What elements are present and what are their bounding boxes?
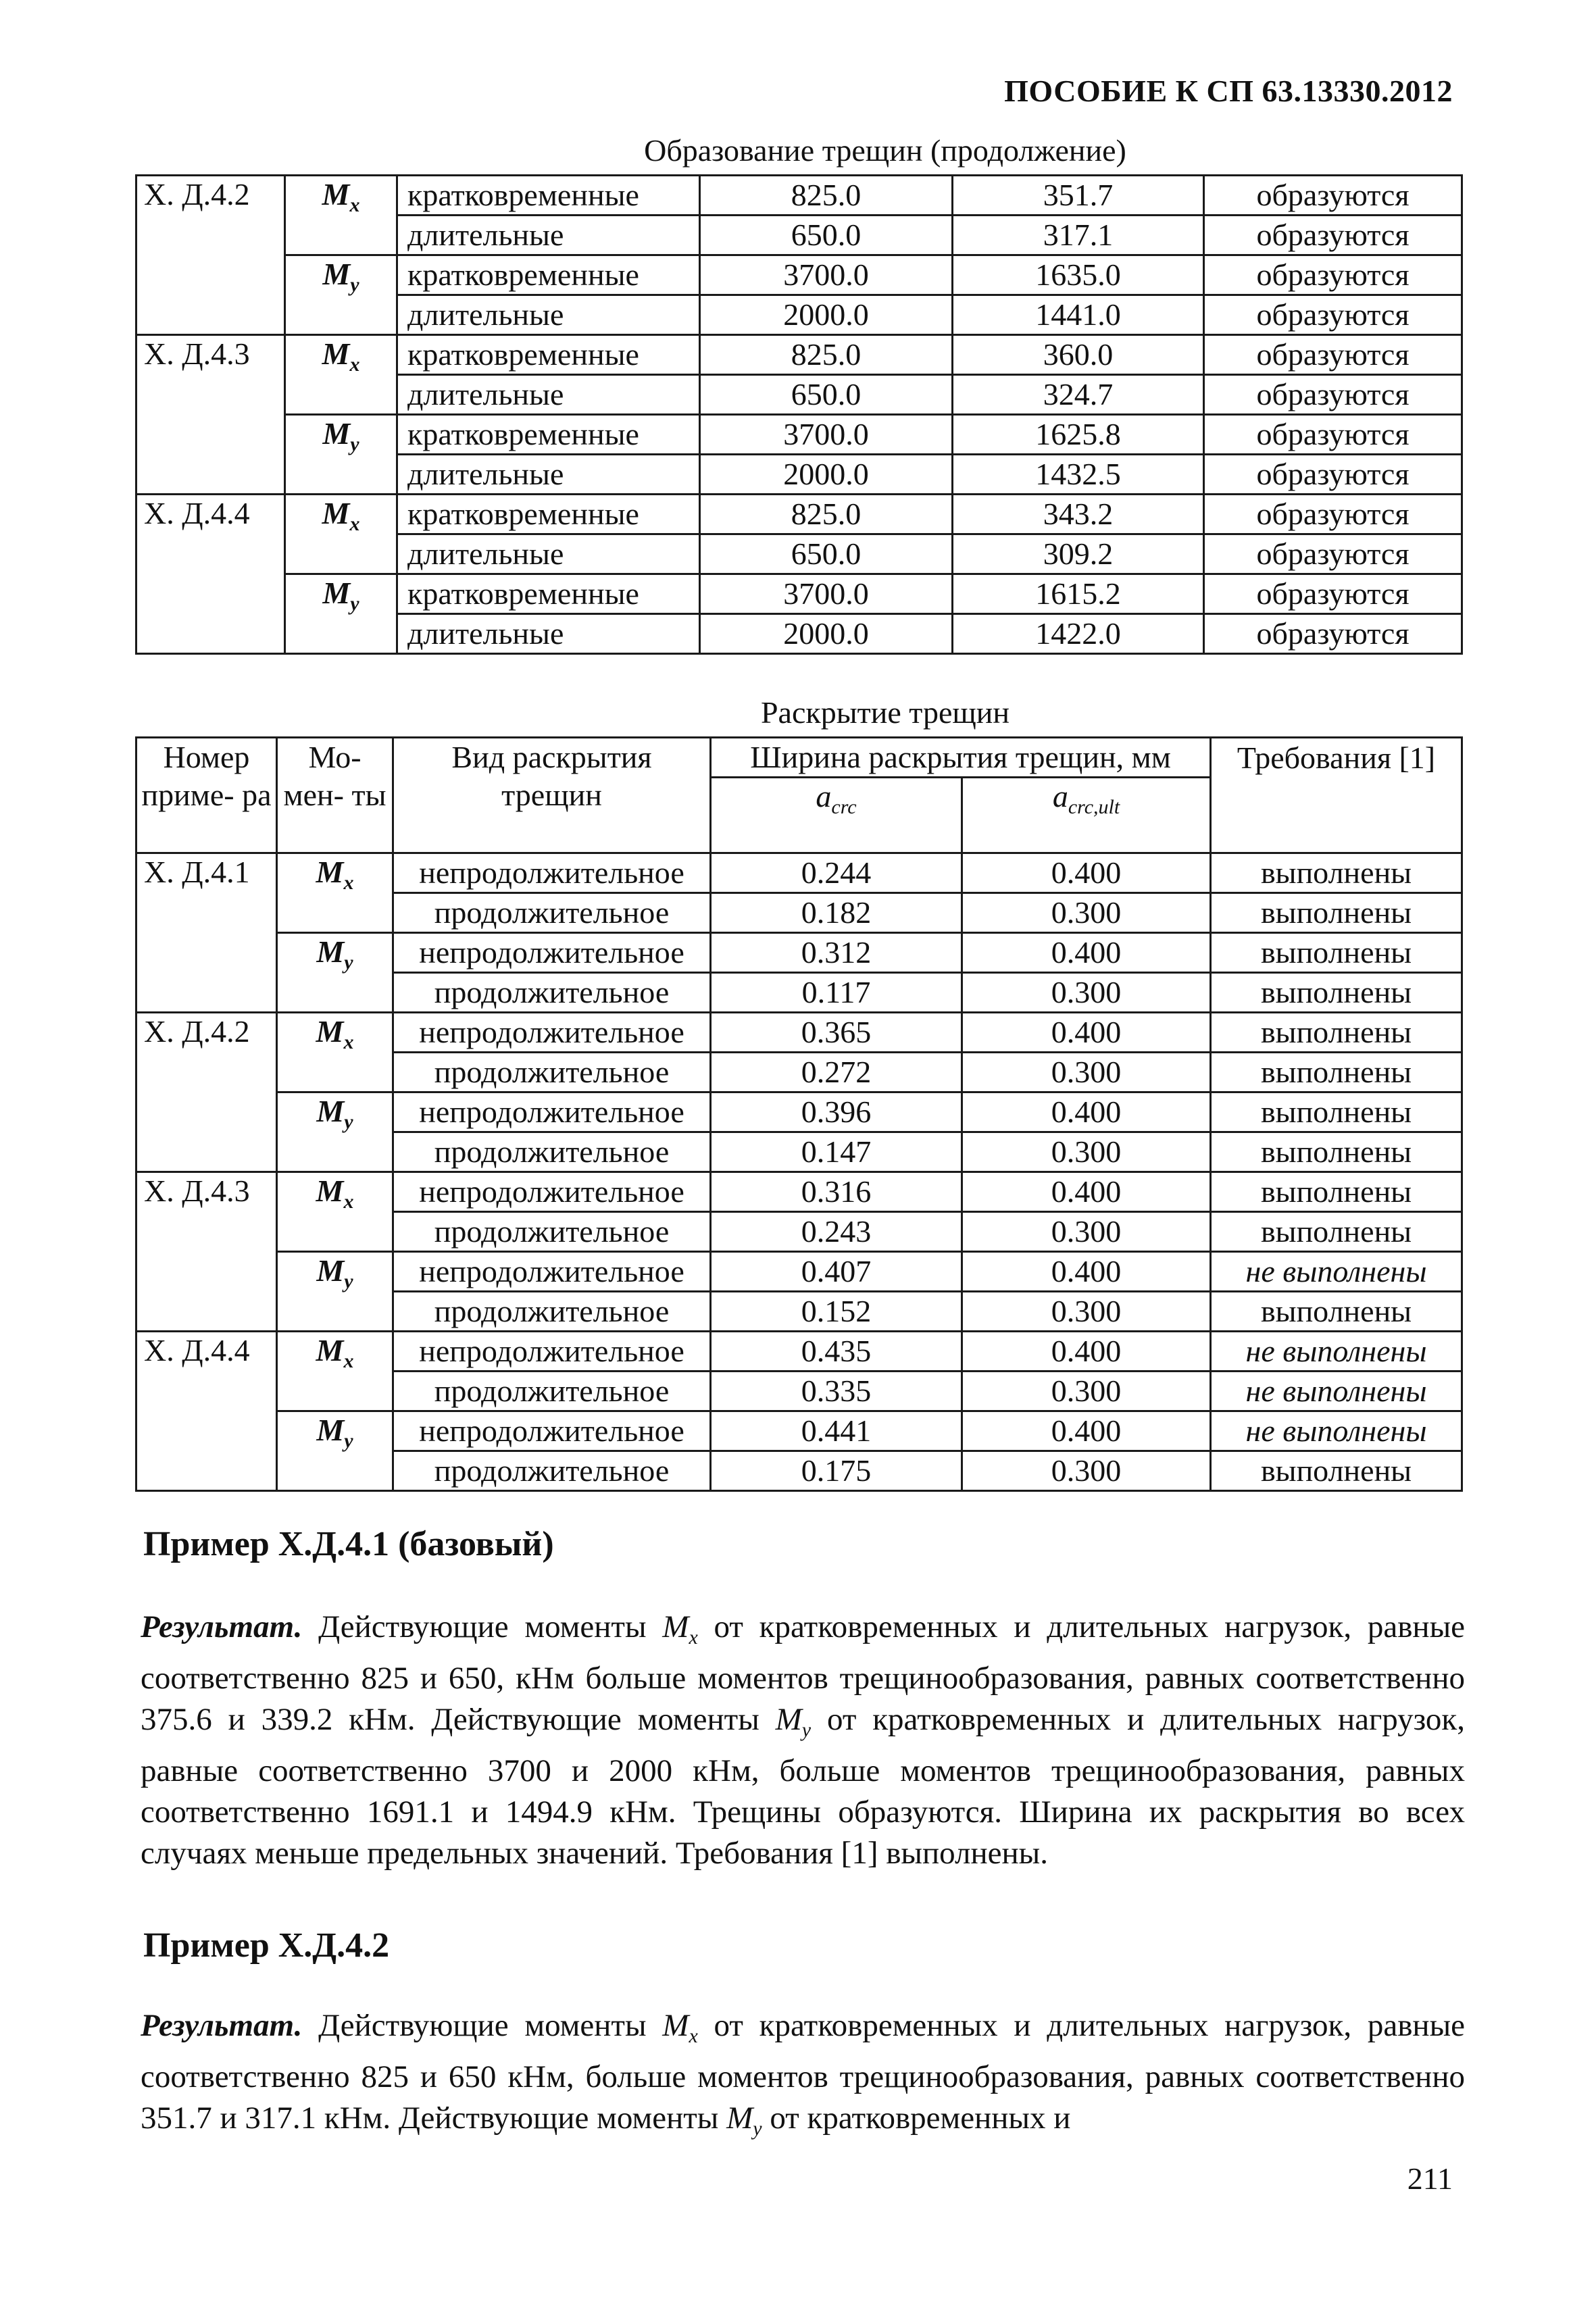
moment-cell (277, 1013, 393, 1092)
requirements-result-cell: выполнены (1211, 1212, 1462, 1252)
moment-cell (277, 1092, 393, 1172)
cracking-moment-cell: 1422.0 (953, 614, 1204, 654)
requirements-result-cell: не выполнены (1211, 1411, 1462, 1451)
moment-subscript: y (753, 2117, 762, 2140)
table-row (136, 495, 1462, 534)
result-paragraph-example-4-2 (141, 2005, 1465, 2149)
cracking-moment-cell: 360.0 (953, 335, 1204, 375)
cracking-moment-cell: 1625.8 (953, 415, 1204, 455)
moment-symbol: M (322, 177, 350, 211)
acrc-cell: 0.272 (711, 1053, 962, 1092)
acting-moment-cell: 825.0 (700, 495, 953, 534)
crack-type-cell: непродолжительное (393, 933, 711, 973)
acrc-cell: 0.182 (711, 893, 962, 933)
crack-type-cell: продолжительное (393, 1451, 711, 1491)
moment-subscript: x (343, 1350, 354, 1372)
table-row (136, 1092, 1462, 1132)
requirements-result-cell: не выполнены (1211, 1332, 1462, 1372)
acrc-cell: 0.407 (711, 1252, 962, 1292)
cracking-moment-cell: 1441.0 (953, 295, 1204, 335)
acting-moment-cell: 3700.0 (700, 255, 953, 295)
acrc-cell: 0.441 (711, 1411, 962, 1451)
moment-symbol: M (316, 1014, 344, 1049)
moment-subscript: y (344, 951, 353, 974)
crack-type-cell: непродолжительное (393, 1092, 711, 1132)
acrc-ult-cell: 0.300 (962, 1372, 1211, 1411)
paragraph-text: Действующие моменты (302, 2008, 663, 2043)
crack-type-cell: продолжительное (393, 973, 711, 1013)
requirements-result-cell: выполнены (1211, 853, 1462, 893)
acting-moment-cell: 2000.0 (700, 455, 953, 495)
formation-result-cell: образуются (1204, 255, 1462, 295)
acrc-cell: 0.335 (711, 1372, 962, 1411)
load-type-cell: кратковременные (397, 335, 700, 375)
acting-moment-cell: 2000.0 (700, 614, 953, 654)
section-title-example-4-1: Пример Х.Д.4.1 (базовый) (143, 1525, 554, 1563)
crack-type-cell: непродолжительное (393, 1252, 711, 1292)
table-row (136, 1411, 1462, 1451)
crack-type-cell: непродолжительное (393, 1411, 711, 1451)
paragraph-text: от кратковременных и (762, 2101, 1071, 2136)
moment-cell (285, 495, 397, 574)
acrc-ult-cell: 0.300 (962, 1451, 1211, 1491)
inline-moment (775, 1702, 812, 1741)
table-row (136, 415, 1462, 455)
acrc-ult-cell: 0.400 (962, 853, 1211, 893)
requirements-result-cell: выполнены (1211, 1172, 1462, 1212)
moment-subscript: x (349, 194, 360, 216)
table-row (136, 933, 1462, 973)
acrc-cell: 0.312 (711, 933, 962, 973)
requirements-result-cell: выполнены (1211, 1132, 1462, 1172)
requirements-result-cell: выполнены (1211, 1053, 1462, 1092)
requirements-result-cell: не выполнены (1211, 1252, 1462, 1292)
acrc-ult-cell: 0.300 (962, 973, 1211, 1013)
acrc-ult-cell: 0.300 (962, 1132, 1211, 1172)
acting-moment-cell: 825.0 (700, 176, 953, 216)
moment-symbol: M (316, 934, 345, 969)
moment-subscript: y (350, 593, 359, 615)
moment-cell (277, 1172, 393, 1252)
acrc-ult-cell: 0.400 (962, 1332, 1211, 1372)
cracking-moment-cell: 309.2 (953, 534, 1204, 574)
acrc-cell: 0.175 (711, 1451, 962, 1491)
inline-moment (726, 2101, 762, 2140)
crack-type-cell: непродолжительное (393, 1332, 711, 1372)
moment-symbol: M (316, 1333, 344, 1367)
page-number: 211 (1407, 2161, 1453, 2196)
moment-symbol: M (316, 1094, 345, 1128)
table-row (136, 1172, 1462, 1212)
requirements-result-cell: выполнены (1211, 1292, 1462, 1332)
table-row (136, 1252, 1462, 1292)
cracking-moment-cell: 343.2 (953, 495, 1204, 534)
acrc-cell: 0.244 (711, 853, 962, 893)
moment-subscript: x (349, 353, 360, 376)
table1-caption: Образование трещин (продолжение) (644, 133, 1126, 168)
moment-subscript: x (343, 872, 354, 894)
acrc-cell: 0.316 (711, 1172, 962, 1212)
header-requirements: Требования [1] (1211, 738, 1462, 853)
moment-cell (277, 1252, 393, 1332)
crack-type-cell: продолжительное (393, 1053, 711, 1092)
acrc-ult-cell: 0.300 (962, 1292, 1211, 1332)
moment-cell (277, 1411, 393, 1491)
acrc-ult-cell: 0.400 (962, 1172, 1211, 1212)
example-number-cell: Х. Д.4.3 (136, 335, 285, 495)
requirements-result-cell: не выполнены (1211, 1372, 1462, 1411)
acrc-cell: 0.243 (711, 1212, 962, 1252)
moment-symbol: M (316, 1174, 344, 1208)
acrc-ult-cell: 0.300 (962, 893, 1211, 933)
acrc-ult-cell: 0.400 (962, 1013, 1211, 1053)
header-crack-type: Вид раскрытия трещин (393, 738, 711, 853)
cracking-moment-cell: 351.7 (953, 176, 1204, 216)
moment-symbol: M (316, 1413, 345, 1447)
acting-moment-cell: 650.0 (700, 375, 953, 415)
load-type-cell: длительные (397, 614, 700, 654)
moment-subscript: x (349, 513, 360, 535)
formation-result-cell: образуются (1204, 335, 1462, 375)
acting-moment-cell: 2000.0 (700, 295, 953, 335)
acting-moment-cell: 650.0 (700, 534, 953, 574)
acrc-cell: 0.365 (711, 1013, 962, 1053)
example-number-cell: Х. Д.4.4 (136, 1332, 277, 1491)
acrc-ult-cell: 0.400 (962, 1411, 1211, 1451)
cracking-moment-cell: 324.7 (953, 375, 1204, 415)
crack-type-cell: непродолжительное (393, 1013, 711, 1053)
acrc-cell: 0.435 (711, 1332, 962, 1372)
table-row (136, 335, 1462, 375)
crack-formation-table (135, 174, 1463, 655)
moment-subscript: x (343, 1190, 354, 1213)
moment-cell (277, 853, 393, 933)
example-number-cell: Х. Д.4.1 (136, 853, 277, 1013)
header-crack-width: Ширина раскрытия трещин, мм (711, 738, 1211, 778)
acrc-cell: 0.152 (711, 1292, 962, 1332)
example-number-cell: Х. Д.4.4 (136, 495, 285, 654)
header-acrc: $a_{crc}$ (711, 778, 962, 853)
moment-symbol: M (726, 2101, 753, 2136)
paragraph-text: от кратковременных и длительных нагрузок, равные соответственно 825 и 650 кНм, больше моментов трещинообразования, равных соответственно 351.7 и 317.1 кНм. Действующие моменты (141, 2008, 1466, 2136)
acrc-ult-cell: 0.400 (962, 933, 1211, 973)
load-type-cell: кратковременные (397, 574, 700, 614)
table-row (136, 1332, 1462, 1372)
crack-type-cell: продолжительное (393, 1292, 711, 1332)
paragraph-text: от кратковременных и длительных нагрузок, равные соответственно 3700 и 2000 кНм, больше моментов трещинообразования, равных соответственно 1691.1 и 1494.9 кНм. Трещины образуются. Ширина их раскрытия во всех случаях меньше предельных значений. Требования [1] выполнены. (141, 1702, 1465, 1871)
moment-subscript: y (344, 1270, 353, 1292)
requirements-result-cell: выполнены (1211, 1013, 1462, 1053)
acrc-ult-cell: 0.300 (962, 1053, 1211, 1092)
load-type-cell: длительные (397, 455, 700, 495)
crack-type-cell: продолжительное (393, 893, 711, 933)
moment-symbol: M (322, 257, 351, 291)
moment-symbol: M (662, 1609, 689, 1644)
formation-result-cell: образуются (1204, 375, 1462, 415)
moment-subscript: y (344, 1111, 353, 1133)
crack-type-cell: продолжительное (393, 1212, 711, 1252)
header-moments: Мо- мен- ты (277, 738, 393, 853)
requirements-result-cell: выполнены (1211, 893, 1462, 933)
load-type-cell: кратковременные (397, 415, 700, 455)
moment-cell (285, 255, 397, 335)
acrc-ult-cell: 0.400 (962, 1252, 1211, 1292)
table2-header-row-1 (136, 738, 1462, 778)
acting-moment-cell: 3700.0 (700, 415, 953, 455)
load-type-cell: кратковременные (397, 255, 700, 295)
moment-symbol: M (662, 2008, 689, 2043)
page-header: ПОСОБИЕ К СП 63.13330.2012 (1004, 74, 1453, 108)
moment-subscript: x (343, 1031, 354, 1053)
load-type-cell: длительные (397, 295, 700, 335)
moment-subscript: y (350, 433, 359, 455)
moment-subscript: x (689, 1626, 698, 1649)
load-type-cell: кратковременные (397, 176, 700, 216)
formation-result-cell: образуются (1204, 295, 1462, 335)
crack-type-cell: продолжительное (393, 1372, 711, 1411)
formation-result-cell: образуются (1204, 534, 1462, 574)
moment-cell (277, 933, 393, 1013)
table-row (136, 574, 1462, 614)
moment-symbol: M (322, 496, 350, 530)
load-type-cell: длительные (397, 534, 700, 574)
requirements-result-cell: выполнены (1211, 1451, 1462, 1491)
crack-type-cell: непродолжительное (393, 1172, 711, 1212)
paragraph-text: Действующие моменты (302, 1609, 663, 1644)
moment-symbol: M (322, 416, 351, 451)
acting-moment-cell: 650.0 (700, 216, 953, 255)
header-example-number: Номер приме- ра (136, 738, 277, 853)
formation-result-cell: образуются (1204, 455, 1462, 495)
formation-result-cell: образуются (1204, 495, 1462, 534)
cracking-moment-cell: 1635.0 (953, 255, 1204, 295)
moment-cell (285, 574, 397, 654)
requirements-result-cell: выполнены (1211, 973, 1462, 1013)
cracking-moment-cell: 1615.2 (953, 574, 1204, 614)
example-number-cell: Х. Д.4.3 (136, 1172, 277, 1332)
formation-result-cell: образуются (1204, 614, 1462, 654)
formation-result-cell: образуются (1204, 574, 1462, 614)
inline-moment (662, 2008, 698, 2047)
acrc-cell: 0.147 (711, 1132, 962, 1172)
crack-opening-table (135, 736, 1463, 1492)
table2-caption: Раскрытие трещин (760, 695, 1010, 730)
load-type-cell: кратковременные (397, 495, 700, 534)
moment-symbol: M (316, 1253, 345, 1288)
requirements-result-cell: выполнены (1211, 1092, 1462, 1132)
result-label: Результат. (141, 2008, 303, 2043)
example-number-cell: Х. Д.4.2 (136, 176, 285, 335)
moment-subscript: x (689, 2025, 698, 2047)
moment-symbol: M (775, 1702, 802, 1737)
cracking-moment-cell: 1432.5 (953, 455, 1204, 495)
table-row (136, 853, 1462, 893)
load-type-cell: длительные (397, 216, 700, 255)
acrc-ult-cell: 0.400 (962, 1092, 1211, 1132)
table-row (136, 255, 1462, 295)
table-row (136, 176, 1462, 216)
acting-moment-cell: 825.0 (700, 335, 953, 375)
crack-type-cell: непродолжительное (393, 853, 711, 893)
acrc-cell: 0.117 (711, 973, 962, 1013)
formation-result-cell: образуются (1204, 415, 1462, 455)
moment-subscript: y (350, 274, 359, 296)
moment-symbol: M (316, 855, 344, 889)
result-paragraph-example-4-1 (141, 1607, 1465, 1874)
moment-cell (285, 176, 397, 255)
inline-moment (662, 1609, 698, 1649)
moment-symbol: M (322, 336, 350, 371)
moment-cell (277, 1332, 393, 1411)
result-label: Результат. (141, 1609, 303, 1644)
acting-moment-cell: 3700.0 (700, 574, 953, 614)
section-title-example-4-2: Пример Х.Д.4.2 (143, 1926, 390, 1965)
moment-cell (285, 415, 397, 495)
requirements-result-cell: выполнены (1211, 933, 1462, 973)
moment-cell (285, 335, 397, 415)
acrc-ult-cell: 0.300 (962, 1212, 1211, 1252)
formation-result-cell: образуются (1204, 216, 1462, 255)
paragraph-text: от кратковременных и длительных нагрузок, равные соответственно 825 и 650, кНм больше моментов трещинообразования, равных соответственно 375.6 и 339.2 кНм. Действующие моменты (141, 1609, 1466, 1737)
crack-type-cell: продолжительное (393, 1132, 711, 1172)
header-acrc-ult: $a_{crc,ult}$ (962, 778, 1211, 853)
table-row (136, 1013, 1462, 1053)
formation-result-cell: образуются (1204, 176, 1462, 216)
moment-symbol: M (322, 576, 351, 610)
moment-subscript: y (801, 1719, 812, 1741)
load-type-cell: длительные (397, 375, 700, 415)
acrc-cell: 0.396 (711, 1092, 962, 1132)
example-number-cell: Х. Д.4.2 (136, 1013, 277, 1172)
cracking-moment-cell: 317.1 (953, 216, 1204, 255)
moment-subscript: y (344, 1430, 353, 1452)
